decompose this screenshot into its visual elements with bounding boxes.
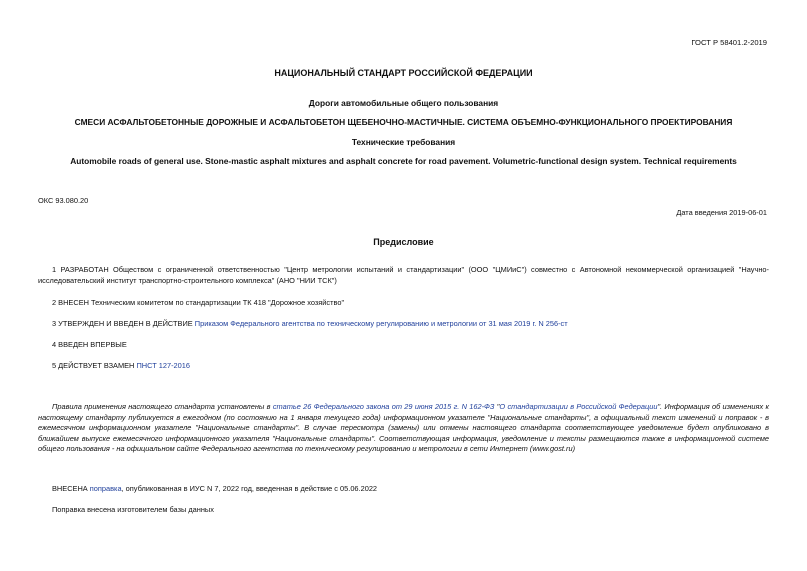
document-title: СМЕСИ АСФАЛЬТОБЕТОННЫЕ ДОРОЖНЫЕ И АСФАЛЬТОБЕТОН ЩЕБЕНОЧНО-МАСТИЧНЫЕ. СИСТЕМА ОБЪЕМНО-ФУНКЦИОНАЛЬНОГО ПРОЕКТИРОВАНИЯ xyxy=(74,117,733,127)
intro-date: Дата введения 2019-06-01 xyxy=(676,208,767,217)
preface-item-2: 2 ВНЕСЕН Техническим комитетом по стандартизации ТК 418 "Дорожное хозяйство" xyxy=(52,298,345,307)
preface-item-1: 1 РАЗРАБОТАН Обществом с ограниченной ответственностью "Центр метрологии испытаний и стандартизации" (ООО "ЦМИиС") совместно с Автономной некоммерческой организацией "Научно-исследовательский институт транспортно-строительного комплекса" (АНО "НИИ ТСК") xyxy=(38,265,769,285)
amendment-suffix: , опубликованная в ИУС N 7, 2022 год, введенная в действие с 05.06.2022 xyxy=(121,484,378,493)
application-rules xyxy=(38,402,769,455)
amendment-prefix: ВНЕСЕНА xyxy=(52,484,90,493)
pnst-link[interactable]: ПНСТ 127-2016 xyxy=(136,361,190,370)
heading-technical-requirements: Технические требования xyxy=(351,137,456,147)
oks-code: ОКС 93.080.20 xyxy=(38,196,89,205)
heading-roads: Дороги автомобильные общего пользования xyxy=(308,98,499,108)
preface-item-3 xyxy=(38,319,769,330)
preface-item-4: 4 ВВЕДЕН ВПЕРВЫЕ xyxy=(52,340,127,349)
database-correction-note: Поправка внесена изготовителем базы данных xyxy=(52,505,214,514)
preface-title: Предисловие xyxy=(373,237,434,247)
order-link[interactable]: Приказом Федерального агентства по техническому регулированию и метрологии от 31 мая 2019 г. N 256-ст xyxy=(194,319,568,328)
federal-law-article-link[interactable]: статье 26 Федерального закона от 29 июня 2015 г. N 162-ФЗ xyxy=(272,402,495,411)
rules-text-1: Правила применения настоящего стандарта установлены в xyxy=(52,402,273,411)
preface-item-5-text: 5 ДЕЙСТВУЕТ ВЗАМЕН xyxy=(52,361,137,370)
heading-national-standard: НАЦИОНАЛЬНЫЙ СТАНДАРТ РОССИЙСКОЙ ФЕДЕРАЦИИ xyxy=(274,68,533,78)
preface-item-3-text: 3 УТВЕРЖДЕН И ВВЕДЕН В ДЕЙСТВИЕ xyxy=(52,319,195,328)
heading-english-title: Automobile roads of general use. Stone-mastic asphalt mixtures and asphalt concrete for road pavement. Volumetric-functional design system. Technical requirements xyxy=(70,156,737,166)
standardization-law-link[interactable]: О стандартизации в Российской Федерации xyxy=(499,402,658,411)
rules-text-2: " xyxy=(494,402,500,411)
rules-text-3: ". Информация об изменениях к настоящему стандарту публикуется в ежегодном (по состоянию на 1 января текущего года) информационном указателе "Национальные стандарты", а официальный текст изменений и поправок - в ежемесячном информационном указателе "Национальные стандарты". В случае пересмотра (замены) или отмены настоящего стандарта соответствующее уведомление будет опубликовано в ближайшем выпуске ежемесячного информационного указателя "Национальные стандарты". Соответствующая информация, уведомление и тексты размещаются также в информационной системе общего пользования - на официальном сайте Федерального агентства по техническому регулированию и метрологии в сети Интернет (www.gost.ru) xyxy=(38,402,769,453)
preface-item-5 xyxy=(38,361,769,372)
document-code: ГОСТ Р 58401.2-2019 xyxy=(691,38,767,47)
amendment-link[interactable]: поправка xyxy=(89,484,122,493)
amendment-note xyxy=(38,484,769,495)
